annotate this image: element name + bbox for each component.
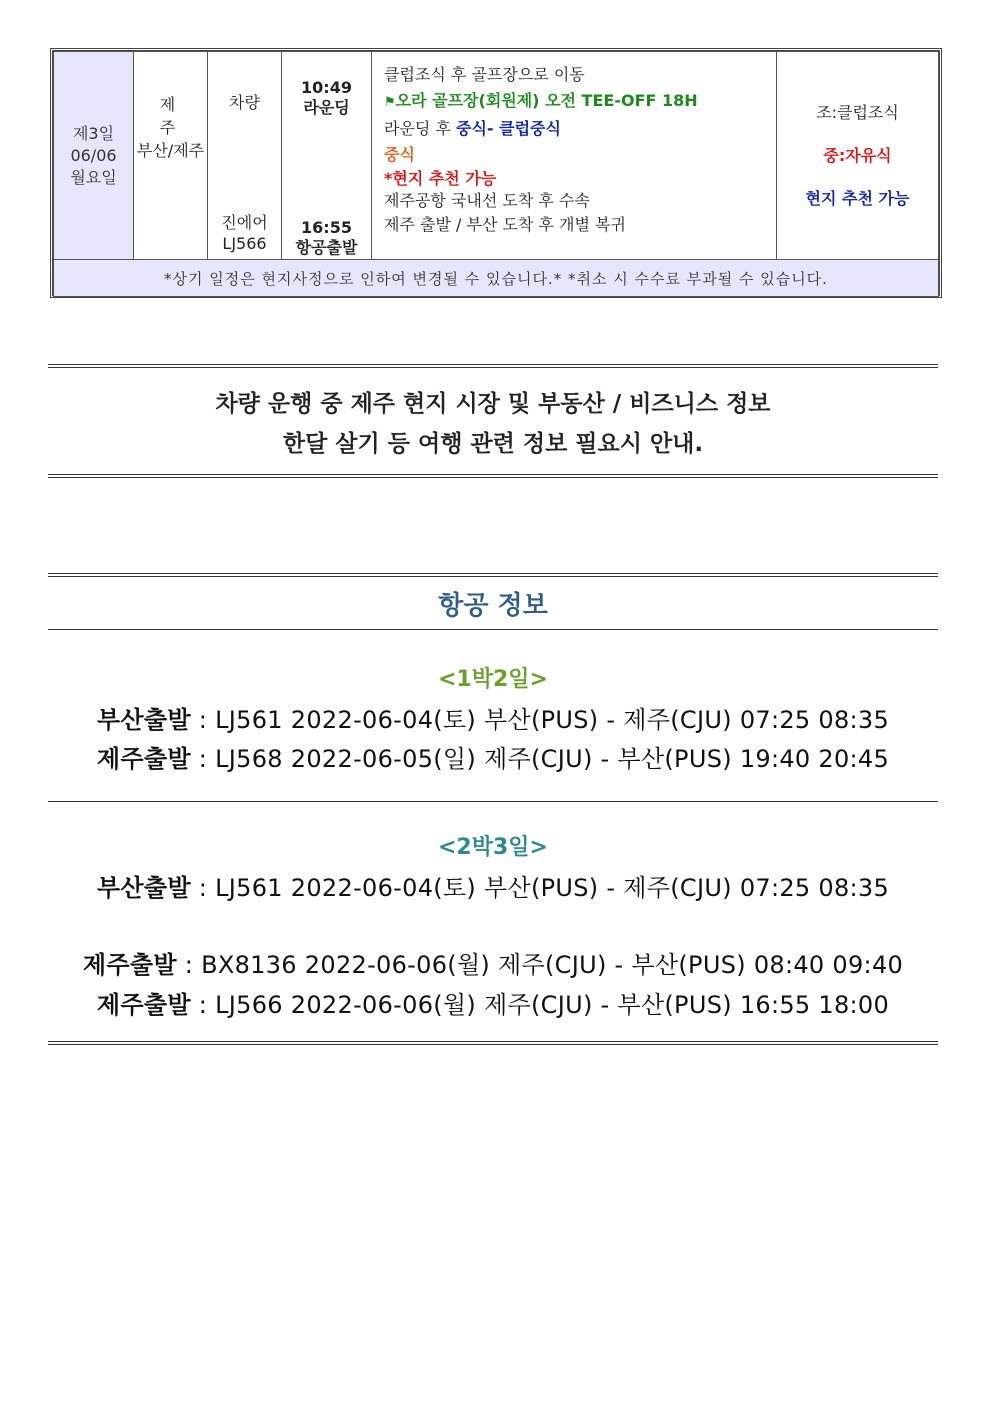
divider [48, 573, 938, 577]
meal-breakfast: 조:클럽조식 [816, 103, 899, 122]
itinerary-cell [372, 52, 777, 260]
itinerary-line: 제주공항 국내선 도착 후 수속 [384, 191, 590, 210]
itinerary-line: 클럽조식 후 골프장으로 이동 [384, 65, 585, 84]
meal-lunch: 중:자유식 [823, 146, 892, 165]
flight-line [48, 945, 938, 980]
meal-note: 현지 추천 가능 [805, 189, 910, 208]
departure-label: 항공출발 [295, 238, 358, 257]
divider [48, 1041, 938, 1045]
place-cell [134, 52, 208, 260]
day-date: 06/06 [70, 145, 117, 165]
divider [48, 474, 938, 478]
flight-direction: 부산출발 [96, 706, 191, 734]
flight-detail: : LJ561 2022-06-04(토) 부산(PUS) - 제주(CJU) 07:25 08:35 [190, 706, 890, 734]
lunch-line: 중식 [384, 145, 415, 164]
departure-time: 16:55 [301, 218, 352, 237]
schedule-table [50, 48, 942, 298]
flight-detail: : LJ568 2022-06-05(일) 제주(CJU) - 부산(PUS) 19:40 20:45 [190, 745, 890, 773]
time-round [282, 78, 371, 118]
day-weekday: 월요일 [70, 167, 117, 187]
round-time: 10:49 [301, 78, 352, 97]
flight-info-title: 항공 정보 [438, 591, 548, 621]
flight-direction: 제주출발 [82, 951, 177, 979]
golf-course-line [384, 88, 776, 116]
itinerary-text: 라운딩 후 [384, 119, 456, 138]
flight-line [48, 739, 938, 774]
meal-cell [777, 52, 939, 260]
round-label: 라운딩 [303, 98, 350, 117]
package-label: <1박2일> [438, 667, 548, 692]
notice-line-2: 한달 살기 등 여행 관련 정보 필요시 안내. [282, 431, 704, 457]
place-primary: 제주 [159, 95, 206, 137]
flight-detail: : LJ566 2022-06-06(월) 제주(CJU) - 부산(PUS) 16:55 18:00 [190, 991, 890, 1019]
divider [48, 629, 938, 630]
time-departure [282, 218, 371, 258]
day-number: 제3일 [72, 123, 115, 143]
transport-vehicle: 차량 [229, 93, 260, 112]
schedule-footnote: *상기 일정은 현지사정으로 인하여 변경될 수 있습니다.* *취소 시 수수료 부과될 수 있습니다. [54, 260, 939, 297]
flight-direction: 제주출발 [96, 991, 191, 1019]
golf-course-text: 오라 골프장(회원제) 오전 TEE-OFF 18H [395, 91, 698, 110]
flight-direction: 제주출발 [96, 745, 191, 773]
flight-line [48, 700, 938, 735]
airline-name: 진에어 [221, 213, 268, 232]
flight-number: LJ566 [222, 234, 267, 253]
divider [48, 801, 938, 802]
place-secondary: 부산/제주 [136, 141, 205, 160]
local-recommend-line: *현지 추천 가능 [384, 169, 497, 188]
flag-icon: ⚑ [384, 95, 396, 110]
itinerary-line: 제주 출발 / 부산 도착 후 개별 복귀 [384, 215, 626, 234]
time-cell [282, 52, 372, 260]
lunch-highlight: 중식- 클럽중식 [456, 119, 561, 138]
notice-line-1: 차량 운행 중 제주 현지 시장 및 부동산 / 비즈니스 정보 [215, 391, 771, 417]
transport-flight [208, 212, 281, 254]
flight-direction: 부산출발 [96, 874, 191, 902]
divider [48, 364, 938, 368]
day-cell [54, 52, 134, 260]
transport-cell [208, 52, 282, 260]
itinerary-line [384, 116, 776, 142]
flight-line [48, 985, 938, 1020]
flight-detail: : BX8136 2022-06-06(월) 제주(CJU) - 부산(PUS) 08:40 09:40 [176, 951, 904, 979]
flight-line [48, 868, 938, 903]
flight-detail: : LJ561 2022-06-04(토) 부산(PUS) - 제주(CJU) 07:25 08:35 [190, 874, 890, 902]
package-label: <2박3일> [438, 835, 548, 860]
